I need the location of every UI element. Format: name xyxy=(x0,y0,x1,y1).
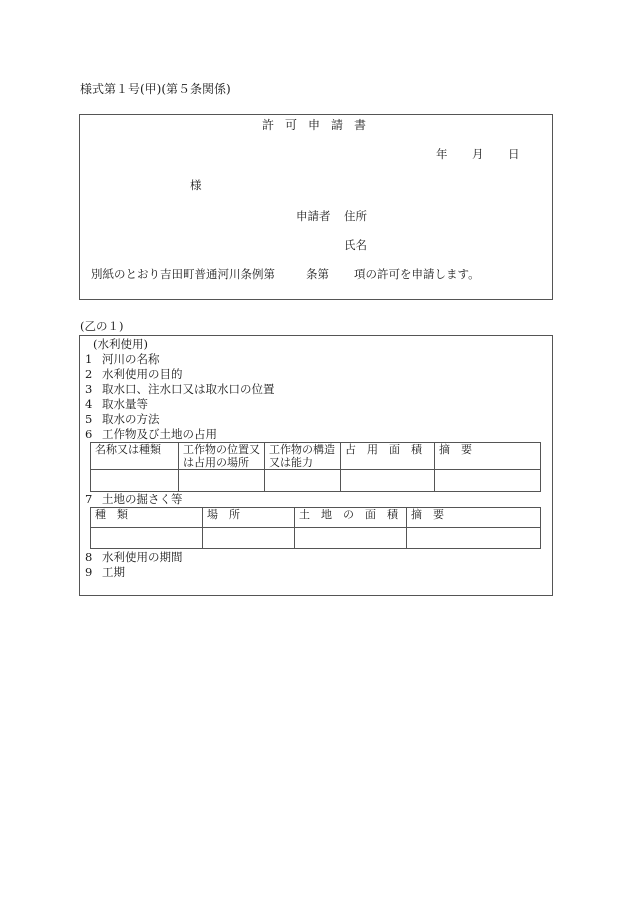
title-char: 請 xyxy=(330,118,343,132)
date-day: 日 xyxy=(508,147,520,161)
item-text: 取水の方法 xyxy=(102,412,160,426)
item-number: 5 xyxy=(85,412,93,426)
address-label: 住所 xyxy=(344,209,367,223)
form-id: 様式第１号(甲)(第５条関係) xyxy=(80,82,231,96)
statement-part-1: 別紙のとおり吉田町普通河川条例第 xyxy=(91,267,275,281)
table-cell[interactable] xyxy=(203,528,295,549)
addressee-suffix: 様 xyxy=(190,178,202,192)
attachment-label: (乙の１) xyxy=(80,319,124,333)
item-number: 3 xyxy=(85,382,93,396)
header-cell: 占 用 面 積 xyxy=(341,443,435,470)
item-text: 水利使用の目的 xyxy=(102,367,183,381)
item-number: 6 xyxy=(85,427,93,441)
title-char: 書 xyxy=(353,118,366,132)
header-cell: 工作物の位置又は占用の場所 xyxy=(179,443,265,470)
table-cell[interactable] xyxy=(91,470,179,492)
date-year: 年 xyxy=(436,147,448,161)
statement-part-3: 項の許可を申請します。 xyxy=(354,267,480,281)
title-char: 可 xyxy=(284,118,297,132)
item-text: 水利使用の期間 xyxy=(102,550,183,564)
item-number: 4 xyxy=(85,397,93,411)
occupancy-table xyxy=(90,442,541,492)
header-cell: 工作物の構造又は能力 xyxy=(265,443,341,470)
section-title: (水利使用) xyxy=(93,337,148,351)
table-row xyxy=(91,528,541,549)
applicant-label: 申請者 xyxy=(296,209,331,223)
item-number: 2 xyxy=(85,367,93,381)
header-cell: 土 地 の 面 積 xyxy=(295,508,407,528)
table-cell[interactable] xyxy=(435,470,541,492)
table-row xyxy=(91,470,541,492)
statement-part-2: 条第 xyxy=(306,267,329,281)
header-cell: 場 所 xyxy=(203,508,295,528)
item-number: 9 xyxy=(85,565,93,579)
table-cell[interactable] xyxy=(179,470,265,492)
table-header-row xyxy=(91,443,541,470)
item-text: 河川の名称 xyxy=(102,352,160,366)
title-char: 申 xyxy=(307,118,320,132)
table-cell[interactable] xyxy=(265,470,341,492)
item-number: 1 xyxy=(85,352,93,366)
excavation-table xyxy=(90,507,541,549)
date-month: 月 xyxy=(472,147,484,161)
header-cell: 名称又は種類 xyxy=(91,443,179,470)
header-cell: 摘 要 xyxy=(435,443,541,470)
table-cell[interactable] xyxy=(341,470,435,492)
header-cell: 摘 要 xyxy=(407,508,541,528)
item-number: 8 xyxy=(85,550,93,564)
item-text: 取水口、注水口又は取水口の位置 xyxy=(102,382,275,396)
item-text: 土地の掘さく等 xyxy=(102,492,183,506)
table-cell[interactable] xyxy=(295,528,407,549)
table-cell[interactable] xyxy=(91,528,203,549)
table-cell[interactable] xyxy=(407,528,541,549)
header-cell: 種 類 xyxy=(91,508,203,528)
item-text: 取水量等 xyxy=(102,397,148,411)
item-text: 工作物及び土地の占用 xyxy=(102,427,217,441)
item-text: 工期 xyxy=(102,565,125,579)
title-char: 許 xyxy=(262,118,275,132)
application-title xyxy=(262,119,366,131)
name-label: 氏名 xyxy=(344,238,367,252)
item-number: 7 xyxy=(85,492,93,506)
table-header-row xyxy=(91,508,541,528)
